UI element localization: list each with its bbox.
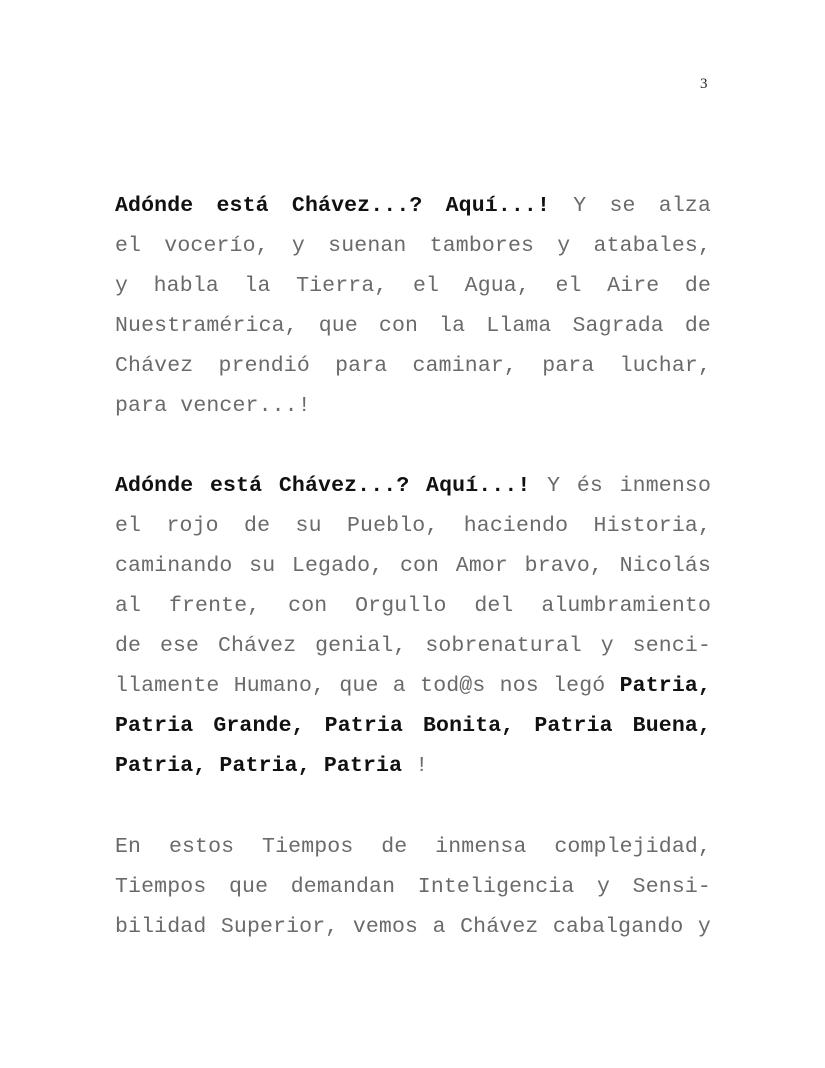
bold-phrase: Adónde está Chávez...? Aquí...! — [115, 194, 551, 218]
page-number: 3 — [700, 76, 708, 92]
text-line: Patria Grande, Patria Bonita, Patria Buena, — [115, 714, 711, 738]
line-text: Y és inmenso — [530, 474, 711, 498]
line-text: llamente Humano, que a tod@s nos legó — [115, 674, 620, 698]
text-line: el vocerío, y suenan tambores y atabales, — [115, 234, 711, 258]
text-line — [115, 186, 711, 226]
text-line: En estos Tiempos de inmensa complejidad, — [115, 835, 711, 859]
text-line: Tiempos que demandan Inteligencia y Sensi- — [115, 875, 711, 899]
text-line: de ese Chávez genial, sobrenatural y senci- — [115, 634, 711, 658]
paragraph-3 — [115, 827, 711, 947]
bold-phrase: Patria, — [619, 674, 711, 698]
text-line — [115, 666, 711, 706]
text-line: el rojo de su Pueblo, haciendo Historia, — [115, 514, 711, 538]
paragraph-1 — [115, 186, 711, 426]
text-line: al frente, con Orgullo del alumbramiento — [115, 594, 711, 618]
bold-phrase: Patria, Patria, Patria — [115, 754, 403, 778]
text-line — [115, 466, 711, 506]
text-line: bilidad Superior, vemos a Chávez cabalgando y — [115, 915, 711, 939]
paragraph-2 — [115, 466, 711, 786]
text-line: y habla la Tierra, el Agua, el Aire de — [115, 274, 711, 298]
text-line: caminando su Legado, con Amor bravo, Nicolás — [115, 554, 711, 578]
text-line — [115, 746, 711, 786]
text-line: para vencer...! — [115, 394, 311, 418]
text-line: Chávez prendió para caminar, para luchar, — [115, 354, 711, 378]
text-line: Nuestramérica, que con la Llama Sagrada de — [115, 314, 711, 338]
line-text: ! — [402, 754, 429, 778]
bold-phrase: Adónde está Chávez...? Aquí...! — [115, 474, 531, 498]
line-text: Y se alza — [550, 194, 711, 218]
